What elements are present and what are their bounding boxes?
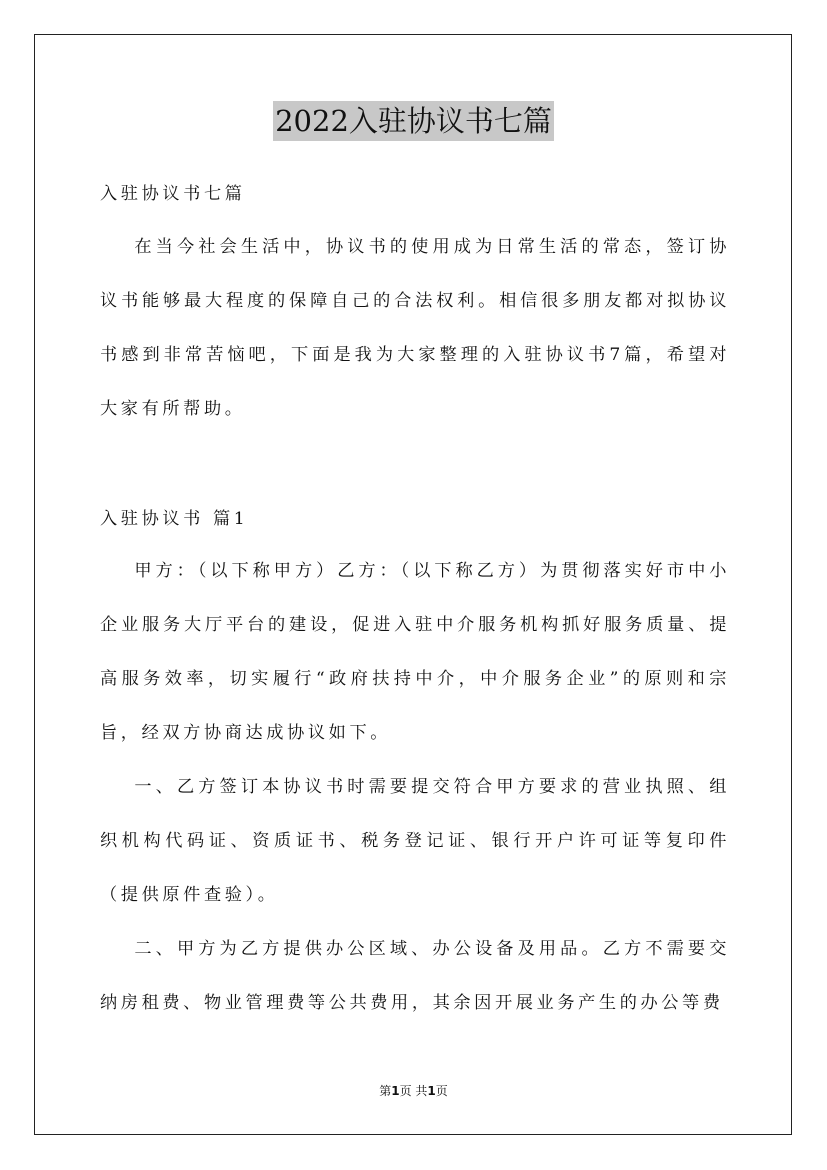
intro-paragraph: 在当今社会生活中，协议书的使用成为日常生活的常态，签订协议书能够最大程度的保障自己的合法权利。相信很多朋友都对拟协议书感到非常苦恼吧，下面是我为大家整理的入驻协议书7篇，希望对大家有所帮助。	[100, 237, 730, 419]
page-footer	[0, 1083, 827, 1099]
subtitle-block	[100, 182, 730, 206]
section1-paragraph-3: 二、甲方为乙方提供办公区域、办公设备及用品。乙方不需要交纳房租费、物业管理费等公共费用，其余因开展业务产生的办公等费	[100, 939, 730, 1013]
section1-body	[100, 544, 730, 1030]
document-title: 2022入驻协议书七篇	[273, 101, 554, 141]
intro-block	[100, 220, 730, 436]
footer-page-number: 1	[391, 1084, 400, 1098]
title-container	[0, 101, 827, 141]
footer-total-pages: 1	[427, 1084, 436, 1098]
section1-heading: 入驻协议书 篇1	[100, 509, 249, 529]
footer-page-prefix: 第	[379, 1084, 392, 1098]
footer-page-mid: 页 共	[399, 1084, 428, 1098]
footer-page-suffix: 页	[435, 1084, 448, 1098]
section1-paragraph-1: 甲方：（以下称甲方）乙方：（以下称乙方）为贯彻落实好市中小企业服务大厅平台的建设，促进入驻中介服务机构抓好服务质量、提高服务效率，切实履行“政府扶持中介，中介服务企业”的原则和宗旨，经双方协商达成协议如下。	[100, 561, 730, 743]
section1-heading-block	[100, 507, 730, 531]
document-subtitle: 入驻协议书七篇	[100, 184, 246, 204]
section1-paragraph-2: 一、乙方签订本协议书时需要提交符合甲方要求的营业执照、组织机构代码证、资质证书、税务登记证、银行开户许可证等复印件（提供原件查验）。	[100, 777, 730, 905]
